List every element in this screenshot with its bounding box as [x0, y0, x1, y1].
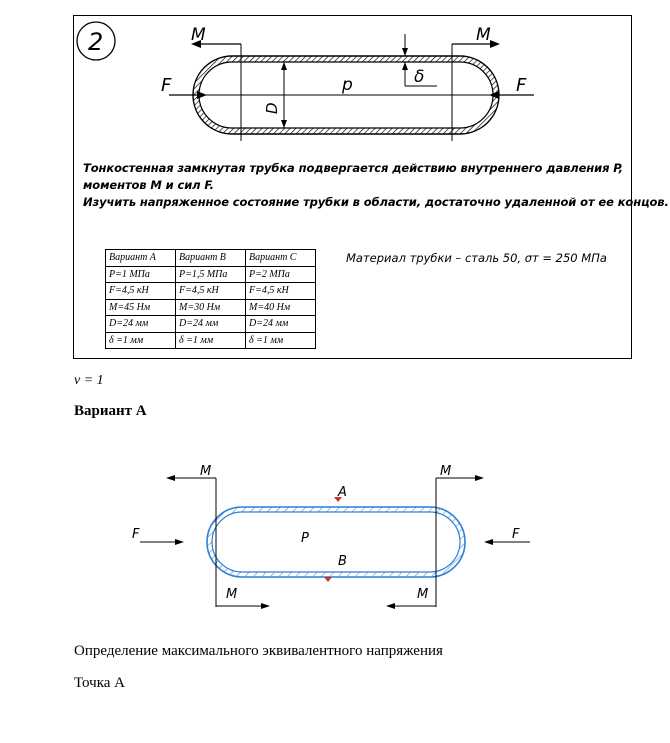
point-label: Точка А — [74, 675, 125, 691]
pressure-label-2: P — [301, 531, 309, 546]
moment-bottom-right-arrow — [386, 603, 395, 609]
table-cell: δ =1 мм — [106, 332, 176, 349]
moment-bottom-left-arrow — [261, 603, 270, 609]
force-right-label-2: F — [512, 527, 520, 542]
table-row — [106, 332, 316, 349]
force-left-arrow-2 — [175, 539, 184, 545]
table-cell: M=40 Нм — [246, 299, 316, 316]
moment-top-left-label: M — [200, 464, 212, 479]
pressure-label: p — [342, 75, 353, 95]
tube-inner-blue — [212, 512, 460, 572]
point-a-label: A — [338, 485, 347, 500]
table-cell: D=24 мм — [246, 316, 316, 333]
table-cell: δ =1 мм — [176, 332, 246, 349]
diameter-label: D — [263, 102, 281, 114]
table-header: Вариант A — [106, 250, 176, 267]
variant-heading: Вариант А — [74, 403, 147, 419]
force-left-label: F — [161, 75, 172, 96]
table-cell: P=1 МПа — [106, 266, 176, 283]
moment-right-arrow — [490, 40, 500, 48]
table-row — [106, 283, 316, 300]
description-line-1: Тонкостенная замкнутая трубка подвергается действию внутреннего давления P, — [83, 161, 623, 175]
problem-number: 2 — [88, 28, 104, 56]
point-b-marker — [324, 577, 332, 582]
table-cell: F=4,5 кН — [106, 283, 176, 300]
task-line: Изучить напряженное состояние трубки в области, достаточно удаленной от ее концов. — [83, 195, 669, 209]
table-cell: M=45 Нм — [106, 299, 176, 316]
description-line-2: моментов M и сил F. — [83, 178, 214, 192]
point-b-label: B — [338, 554, 347, 569]
table-cell: P=2 МПа — [246, 266, 316, 283]
moment-left-label: M — [191, 25, 206, 45]
thickness-label: δ — [414, 67, 425, 87]
force-right-arrow-2 — [484, 539, 493, 545]
table-cell: D=24 мм — [176, 316, 246, 333]
table-row — [106, 299, 316, 316]
table-row — [106, 266, 316, 283]
moment-bottom-left-label: M — [226, 587, 238, 602]
poisson-line: ν = 1 — [74, 373, 104, 388]
force-right-label: F — [516, 75, 527, 96]
table-header-row — [106, 250, 316, 267]
table-header: Вариант B — [176, 250, 246, 267]
table-row — [106, 316, 316, 333]
table-header: Вариант C — [246, 250, 316, 267]
moment-bottom-right-label: M — [417, 587, 429, 602]
moment-top-right-arrow — [475, 475, 484, 481]
moment-top-left-arrow — [166, 475, 175, 481]
table-cell: F=4,5 кН — [246, 283, 316, 300]
section-title: Определение максимального эквивалентного напряжения — [74, 643, 443, 659]
material-note: Материал трубки – сталь 50, σт = 250 МПа — [346, 251, 607, 265]
variant-figure — [120, 455, 540, 615]
table-cell: D=24 мм — [106, 316, 176, 333]
variants-table — [105, 249, 316, 349]
moment-right-label: M — [476, 25, 491, 45]
table-cell: M=30 Нм — [176, 299, 246, 316]
moment-top-right-label: M — [440, 464, 452, 479]
table-cell: P=1,5 МПа — [176, 266, 246, 283]
table-cell: F=4,5 кН — [176, 283, 246, 300]
problem-card — [73, 15, 669, 359]
table-cell: δ =1 мм — [246, 332, 316, 349]
force-left-label-2: F — [132, 527, 140, 542]
